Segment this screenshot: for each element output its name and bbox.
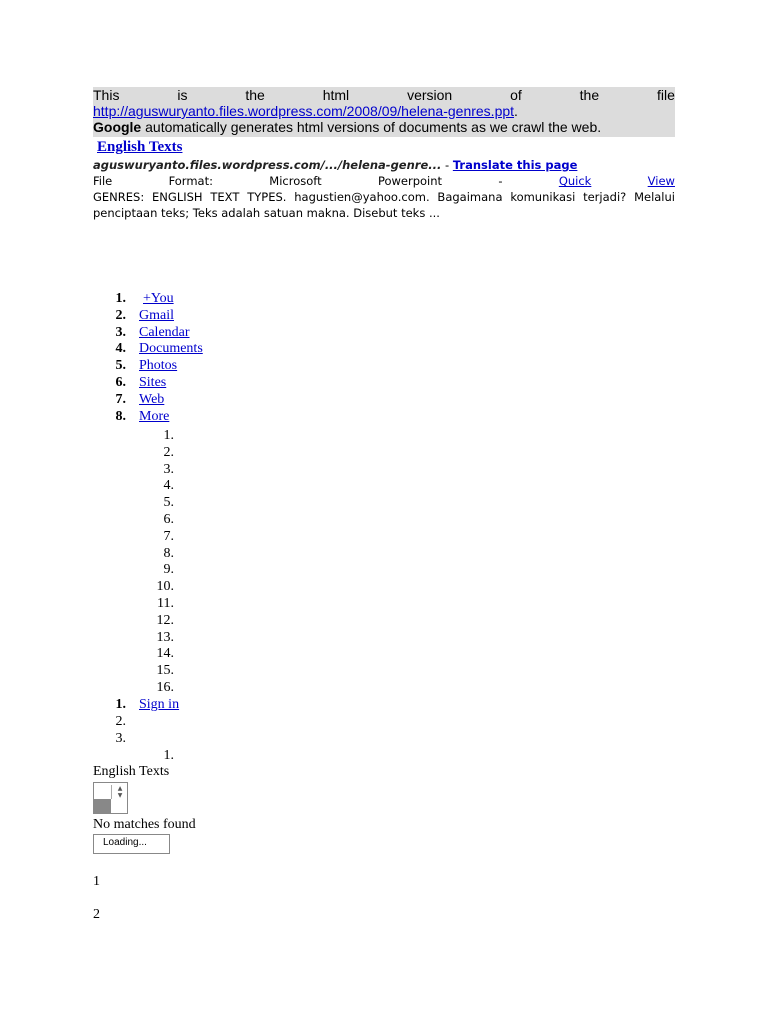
documents-link[interactable]: Documents [139, 341, 203, 357]
banner-word: html [322, 87, 350, 103]
list-number: 4. [115, 341, 126, 357]
banner-word: version [407, 87, 453, 103]
list-number: 12. [156, 612, 174, 628]
banner-line-1 [93, 87, 675, 103]
banner-period: . [514, 103, 518, 119]
result-url: aguswuryanto.files.wordpress.com/.../helena-genre... [93, 158, 442, 172]
list-number: 1. [115, 697, 126, 712]
list-number: 3. [115, 730, 126, 746]
google-label: Google [93, 119, 142, 135]
list-number: 16. [156, 679, 174, 695]
sites-link[interactable]: Sites [139, 374, 167, 390]
result-url-separator: - [441, 158, 453, 172]
list-number: 8. [163, 545, 174, 561]
banner-word: the [579, 87, 600, 103]
banner-word: is [177, 87, 188, 103]
result-url-line [93, 157, 675, 173]
list-number: 1. [115, 291, 126, 306]
calendar-link[interactable]: Calendar [139, 324, 190, 340]
you-link[interactable]: +You [143, 291, 174, 306]
format-word: Microsoft [269, 174, 322, 188]
sign-in-link[interactable]: Sign in [139, 697, 180, 712]
doc-title: English Texts [93, 764, 170, 779]
photos-link[interactable]: Photos [139, 358, 178, 374]
format-word: File [93, 174, 113, 188]
quick-view-link[interactable]: View [647, 174, 675, 188]
format-word: Format: [168, 174, 213, 188]
list-number: 5. [115, 358, 126, 374]
file-url-link[interactable]: http://aguswuryanto.files.wordpress.com/2008/09/helena-genres.ppt [93, 103, 515, 119]
format-word: - [498, 174, 503, 188]
spinner-arrows-icon[interactable]: ▲ ▼ [111, 785, 128, 799]
list-number: 1. [163, 748, 174, 763]
banner-line-3 [93, 119, 675, 135]
list-number: 6. [115, 374, 126, 390]
banner-crawl-text: automatically generates html versions of documents as we crawl the web. [141, 119, 602, 135]
list-number: 8. [115, 408, 126, 424]
list-number: 5. [163, 495, 174, 511]
list-number: 7. [163, 528, 174, 544]
list-number: 2. [163, 444, 174, 460]
list-number: 3. [163, 461, 174, 477]
zoom-widget[interactable] [93, 782, 128, 814]
list-number: 15. [156, 663, 174, 679]
cache-banner [93, 87, 675, 137]
banner-line-2 [93, 103, 675, 119]
color-swatch [94, 799, 111, 814]
list-number: 13. [156, 629, 174, 645]
list-number: 3. [115, 324, 126, 340]
list-number: 6. [163, 511, 174, 527]
banner-word: of [510, 87, 522, 103]
translate-link[interactable]: Translate this page [452, 158, 578, 172]
loading-box: Loading... [93, 834, 170, 854]
quick-view-link[interactable]: Quick [558, 174, 592, 188]
banner-word: the [245, 87, 265, 103]
list-number: 2. [115, 307, 126, 323]
list-number: 7. [115, 391, 126, 407]
result-format-line [93, 173, 675, 189]
list-number: 4. [163, 478, 174, 494]
list-number: 1. [163, 428, 174, 443]
list-number: 11. [157, 595, 174, 611]
more-link[interactable]: More [139, 408, 170, 424]
no-matches-text: No matches found [93, 817, 196, 832]
banner-word: This [93, 87, 120, 103]
banner-word: file [657, 87, 675, 103]
page-number-1: 1 [93, 874, 100, 889]
page-number-2: 2 [93, 907, 100, 922]
result-snippet: GENRES: ENGLISH TEXT TYPES. hagustien@yahoo.com. Bagaimana komunikasi terjadi? Melalui penciptaan teks; Teks adalah satuan makna. Disebut teks ... [93, 190, 675, 220]
list-number: 2. [115, 713, 126, 729]
gmail-link[interactable]: Gmail [139, 307, 174, 323]
list-number: 14. [156, 646, 174, 662]
list-number: 10. [156, 579, 174, 595]
format-word: Powerpoint [377, 174, 443, 188]
result-title-link[interactable]: English Texts [97, 139, 183, 155]
web-link[interactable]: Web [139, 391, 165, 407]
list-number: 9. [163, 562, 174, 578]
